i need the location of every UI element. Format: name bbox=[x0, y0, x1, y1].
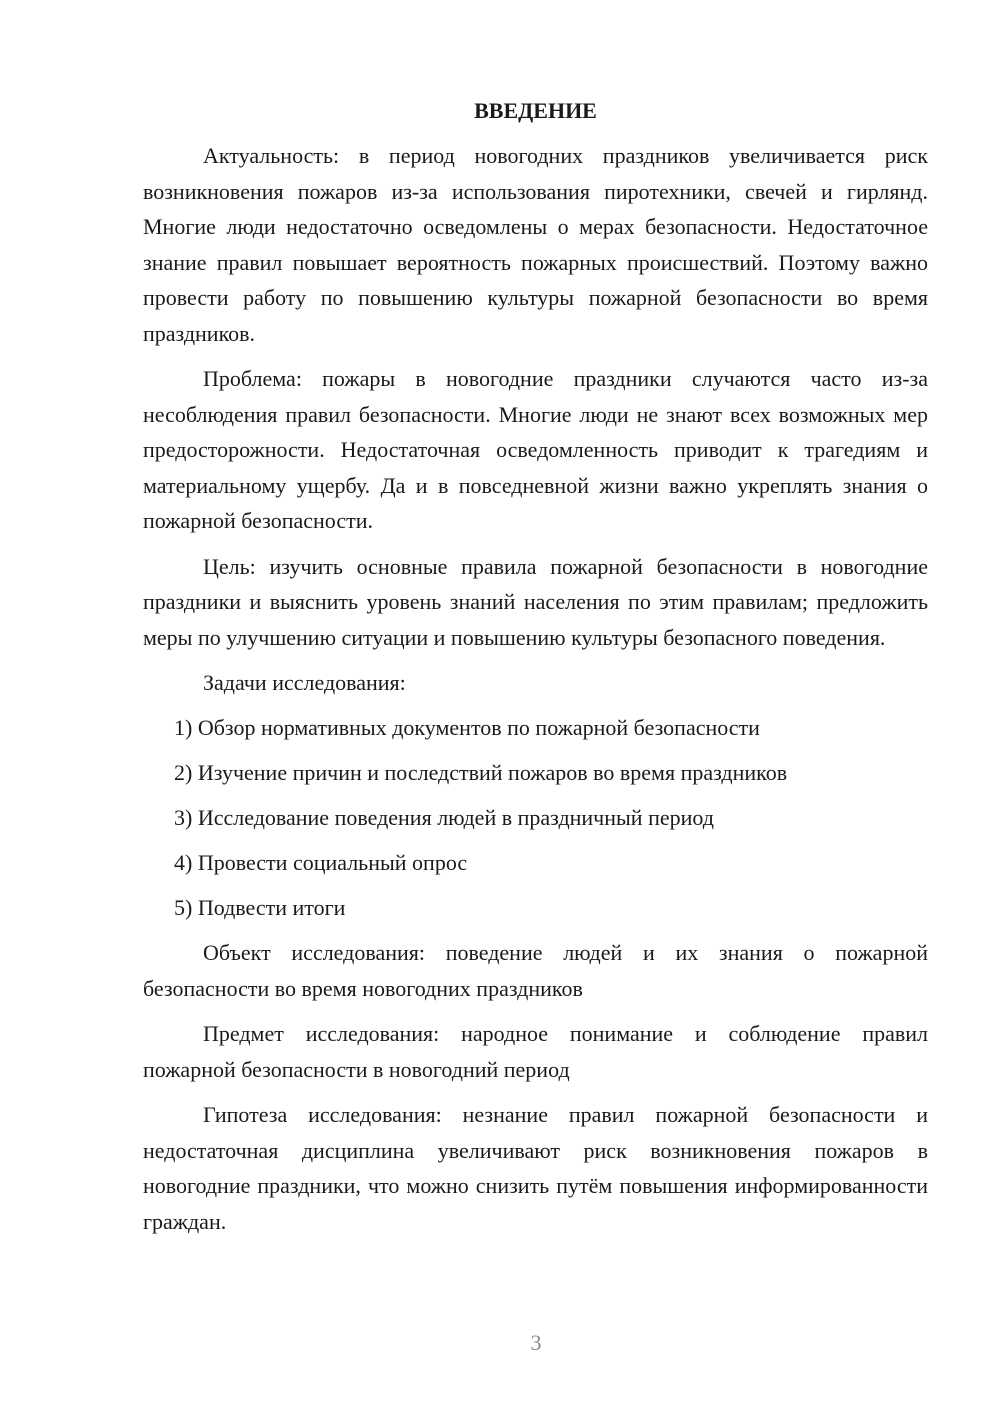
task-item: 5) Подвести итоги bbox=[174, 895, 346, 920]
task-item: 4) Провести социальный опрос bbox=[174, 850, 468, 875]
tasks-list bbox=[143, 710, 928, 925]
task-item: 3) Исследование поведения людей в праздничный период bbox=[174, 805, 714, 830]
goal-paragraph: Цель: изучить основные правила пожарной безопасности в новогодние праздники и выяснить уровень знаний населения по этим правилам; предложить меры по улучшению ситуации и повышению культуры безопасного поведения. bbox=[143, 553, 928, 650]
tasks-heading: Задачи исследования: bbox=[203, 670, 406, 695]
relevance-paragraph: Актуальность: в период новогодних праздников увеличивается риск возникновения пожаров из-за использования пиротехники, свечей и гирлянд. Многие люди недостаточно осведомлены о мерах безопасности. Недостаточное знание правил повышает вероятность пожарных происшествий. Поэтому важно провести работу по повышению культуры пожарной безопасности во время праздников. bbox=[143, 143, 928, 346]
task-item: 1) Обзор нормативных документов по пожарной безопасности bbox=[174, 715, 760, 740]
section-title: ВВЕДЕНИЕ bbox=[474, 98, 597, 123]
page-number: 3 bbox=[530, 1330, 542, 1355]
hypothesis-paragraph: Гипотеза исследования: незнание правил пожарной безопасности и недостаточная дисциплина увеличивают риск возникновения пожаров в новогодние праздники, что можно снизить путём повышения информированности граждан. bbox=[143, 1102, 928, 1234]
document-page bbox=[143, 93, 928, 1249]
problem-paragraph: Проблема: пожары в новогодние праздники случаются часто из-за несоблюдения правил безопасности. Многие люди не знают всех возможных мер предосторожности. Недостаточная осведомленность приводит к трагедиям и материальному ущербу. Да и в повседневной жизни важно укреплять знания о пожарной безопасности. bbox=[143, 366, 928, 533]
subject-paragraph: Предмет исследования: народное понимание и соблюдение правил пожарной безопасности в новогодний период bbox=[143, 1021, 928, 1082]
task-item: 2) Изучение причин и последствий пожаров во время праздников bbox=[174, 760, 788, 785]
object-paragraph: Объект исследования: поведение людей и их знания о пожарной безопасности во время новогодних праздников bbox=[143, 940, 928, 1001]
